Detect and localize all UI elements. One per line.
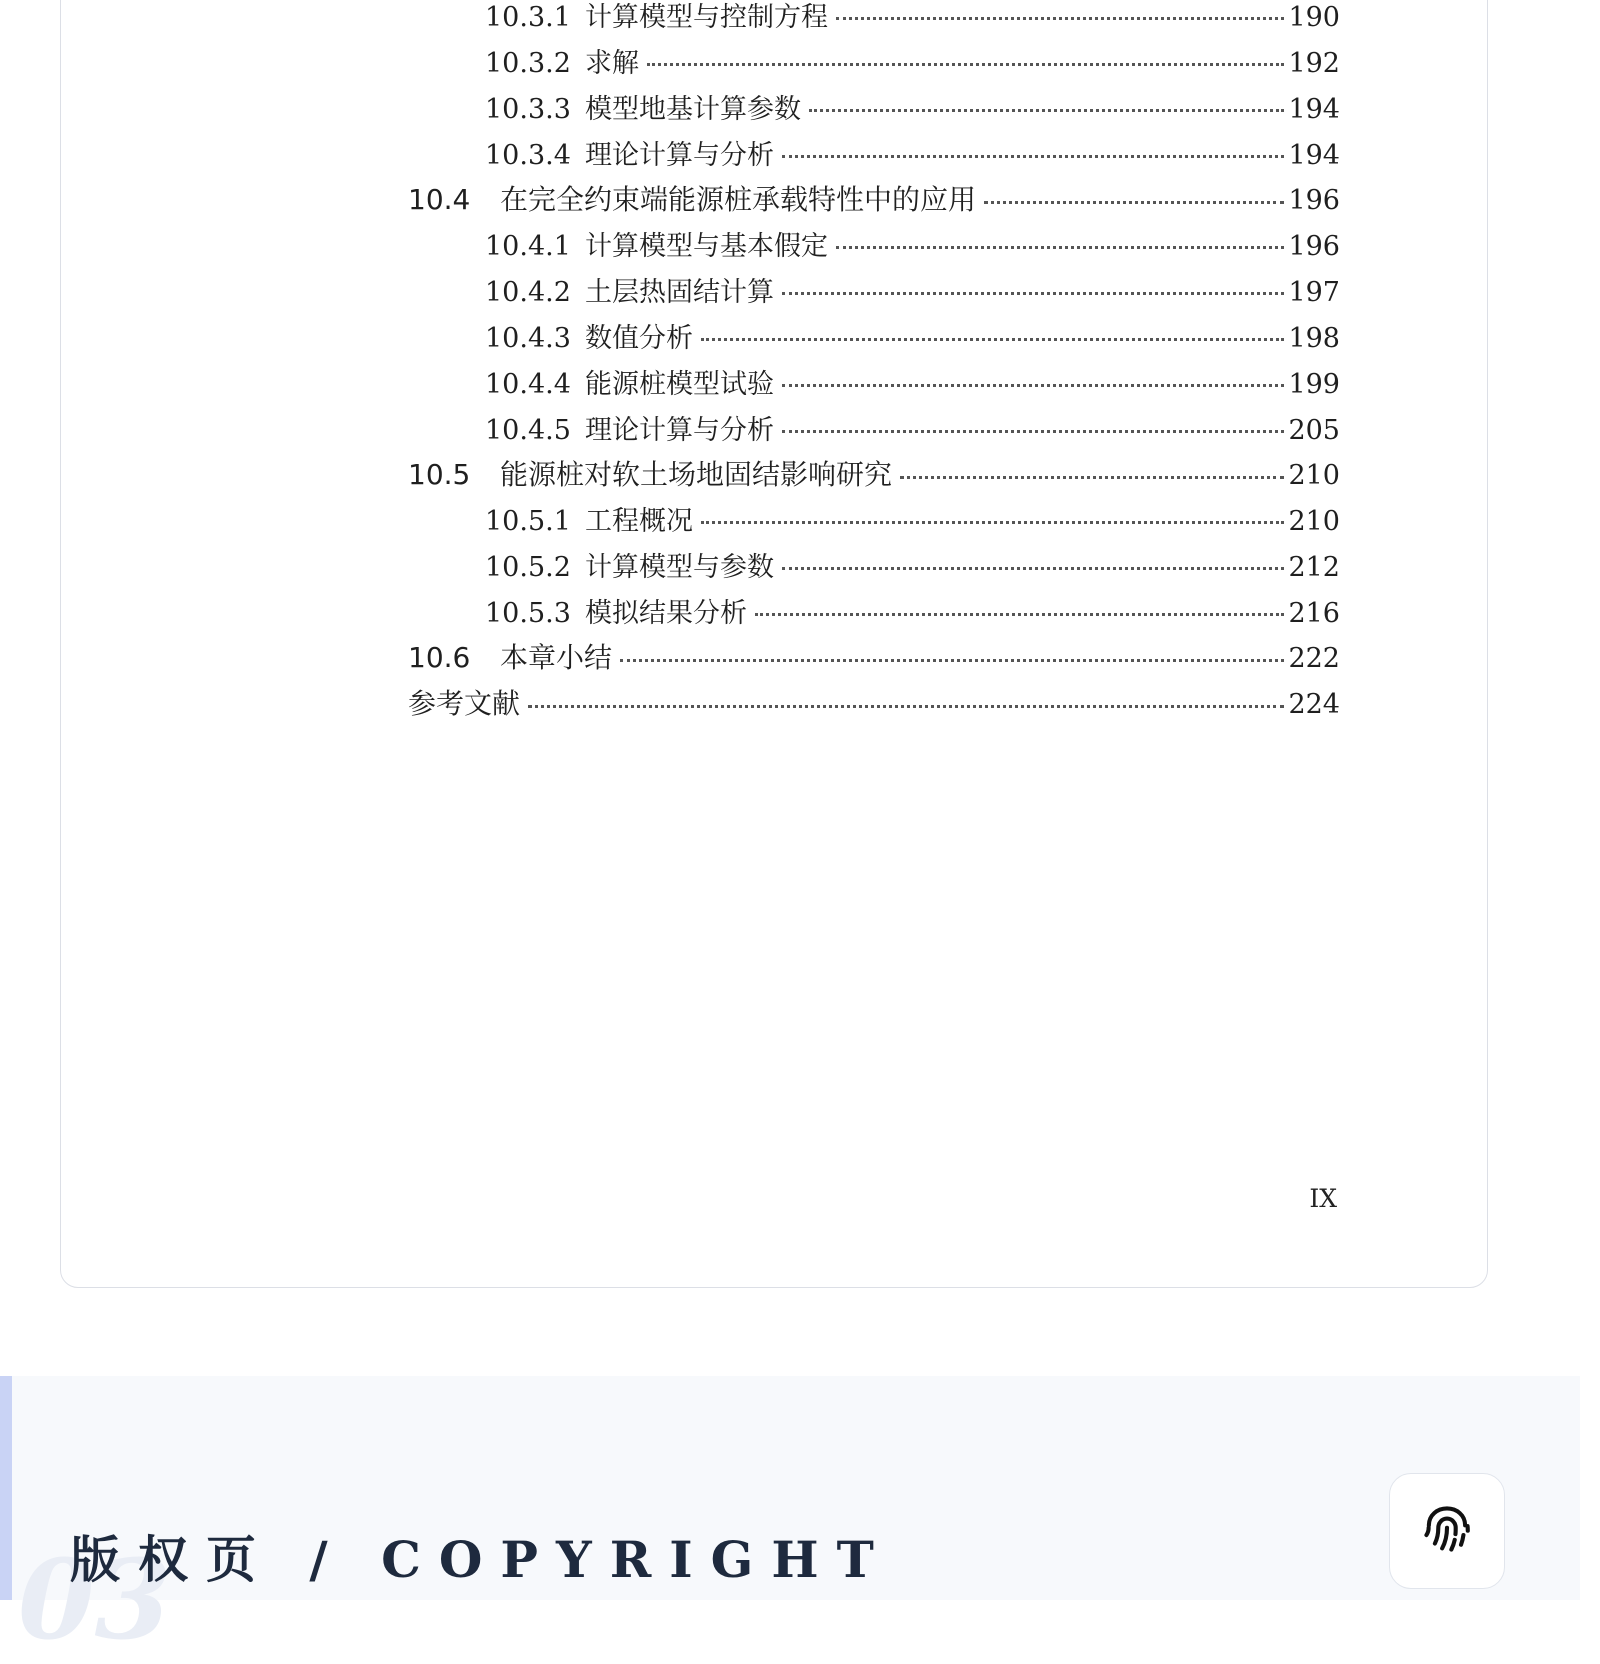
watermark-digits: 03 xyxy=(18,1535,172,1664)
toc-entry[interactable] xyxy=(485,499,1340,538)
toc-entry-number: 10.5.2 xyxy=(485,552,571,583)
toc-entry[interactable] xyxy=(485,0,1340,34)
toc-entry-title: 工程概况 xyxy=(585,506,693,537)
toc-entry[interactable] xyxy=(485,316,1340,355)
section-accent-bar xyxy=(0,1376,12,1600)
dot-leader xyxy=(782,292,1284,295)
dot-leader xyxy=(782,430,1284,433)
toc-entry-page: 196 xyxy=(1288,231,1340,262)
toc-entry-number: 10.5 xyxy=(408,458,471,491)
toc-entry-page: 210 xyxy=(1288,460,1340,491)
toc-entry-number: 10.5.3 xyxy=(485,598,571,629)
toc-entry-number: 10.3.4 xyxy=(485,140,571,171)
toc-entry-page: 196 xyxy=(1288,185,1340,216)
dot-leader xyxy=(836,17,1284,20)
toc-entry-page: 210 xyxy=(1288,506,1340,537)
toc-entry-title: 理论计算与分析 xyxy=(585,415,774,446)
document-page xyxy=(60,0,1488,1288)
toc-entry[interactable] xyxy=(408,636,1340,676)
toc-entry-title: 模型地基计算参数 xyxy=(585,94,801,125)
toc-entry-page: 222 xyxy=(1288,643,1340,674)
toc-entry[interactable] xyxy=(408,453,1340,493)
toc-entry-title: 在完全约束端能源桩承载特性中的应用 xyxy=(500,183,977,216)
toc-entry-title: 计算模型与参数 xyxy=(585,552,774,583)
page-number: IX xyxy=(1309,1184,1337,1213)
toc-entry-page: 212 xyxy=(1288,552,1340,583)
toc-entry-page: 198 xyxy=(1288,323,1340,354)
dot-leader xyxy=(809,109,1284,112)
toc-entry-title: 数值分析 xyxy=(585,323,693,354)
toc-entry-page: 192 xyxy=(1288,48,1340,79)
toc-entry[interactable] xyxy=(408,178,1340,218)
toc-entry[interactable] xyxy=(485,270,1340,309)
toc-entry-title: 模拟结果分析 xyxy=(585,598,747,629)
dot-leader xyxy=(782,155,1284,158)
toc-entry[interactable] xyxy=(485,362,1340,401)
dot-leader xyxy=(620,659,1284,662)
dot-leader xyxy=(900,476,1284,479)
dot-leader xyxy=(782,567,1284,570)
dot-leader xyxy=(782,384,1284,387)
toc-entry-page: 197 xyxy=(1288,277,1340,308)
toc-entry[interactable] xyxy=(485,41,1340,80)
toc-entry-number: 10.4.5 xyxy=(485,415,571,446)
toc-entry-number: 10.4 xyxy=(408,183,471,216)
toc-entry-page: 199 xyxy=(1288,369,1340,400)
toc-entry-number: 10.3.2 xyxy=(485,48,571,79)
toc-entry-title: 能源桩对软土场地固结影响研究 xyxy=(500,458,893,491)
toc-entry-page: 224 xyxy=(1288,689,1340,720)
toc-entry-page: 190 xyxy=(1288,2,1340,33)
toc-entry-title: 计算模型与基本假定 xyxy=(585,231,828,262)
toc-entry-number: 10.6 xyxy=(408,641,471,674)
toc-entry[interactable] xyxy=(485,545,1340,584)
toc-entry-page: 216 xyxy=(1288,598,1340,629)
toc-entry-title: 理论计算与分析 xyxy=(585,140,774,171)
toc-entry-page: 194 xyxy=(1288,140,1340,171)
toc-entry[interactable] xyxy=(485,87,1340,126)
toc-entry-number: 10.4.4 xyxy=(485,369,571,400)
toc-entry-number: 10.4.3 xyxy=(485,323,571,354)
dot-leader xyxy=(984,201,1284,204)
dot-leader xyxy=(701,338,1284,341)
dot-leader xyxy=(755,613,1284,616)
dot-leader xyxy=(528,705,1284,708)
toc-entry-number: 10.3.3 xyxy=(485,94,571,125)
toc-entry-page: 194 xyxy=(1288,94,1340,125)
dot-leader xyxy=(701,521,1284,524)
fingerprint-button[interactable] xyxy=(1389,1473,1505,1589)
toc-entry-title: 参考文献 xyxy=(408,687,521,720)
section-title: 版权页 / COPYRIGHT xyxy=(70,1530,892,1589)
toc-entry[interactable] xyxy=(485,133,1340,172)
toc-entry[interactable] xyxy=(485,591,1340,630)
dot-leader xyxy=(647,63,1284,66)
dot-leader xyxy=(836,246,1284,249)
toc-entry[interactable] xyxy=(485,224,1340,263)
toc-entry-number: 10.4.1 xyxy=(485,231,571,262)
fingerprint-icon xyxy=(1418,1500,1476,1562)
toc-entry-number: 10.5.1 xyxy=(485,506,571,537)
toc-entry-number: 10.4.2 xyxy=(485,277,571,308)
toc-entry[interactable] xyxy=(485,408,1340,447)
toc-entry-title: 计算模型与控制方程 xyxy=(585,2,828,33)
toc-entry-title: 本章小结 xyxy=(500,641,613,674)
toc-entry-number: 10.3.1 xyxy=(485,2,571,33)
toc-entry-title: 土层热固结计算 xyxy=(585,277,774,308)
toc-entry-title: 求解 xyxy=(585,48,639,79)
toc-entry-page: 205 xyxy=(1288,415,1340,446)
toc-entry[interactable] xyxy=(408,682,1340,722)
toc-entry-title: 能源桩模型试验 xyxy=(585,369,774,400)
